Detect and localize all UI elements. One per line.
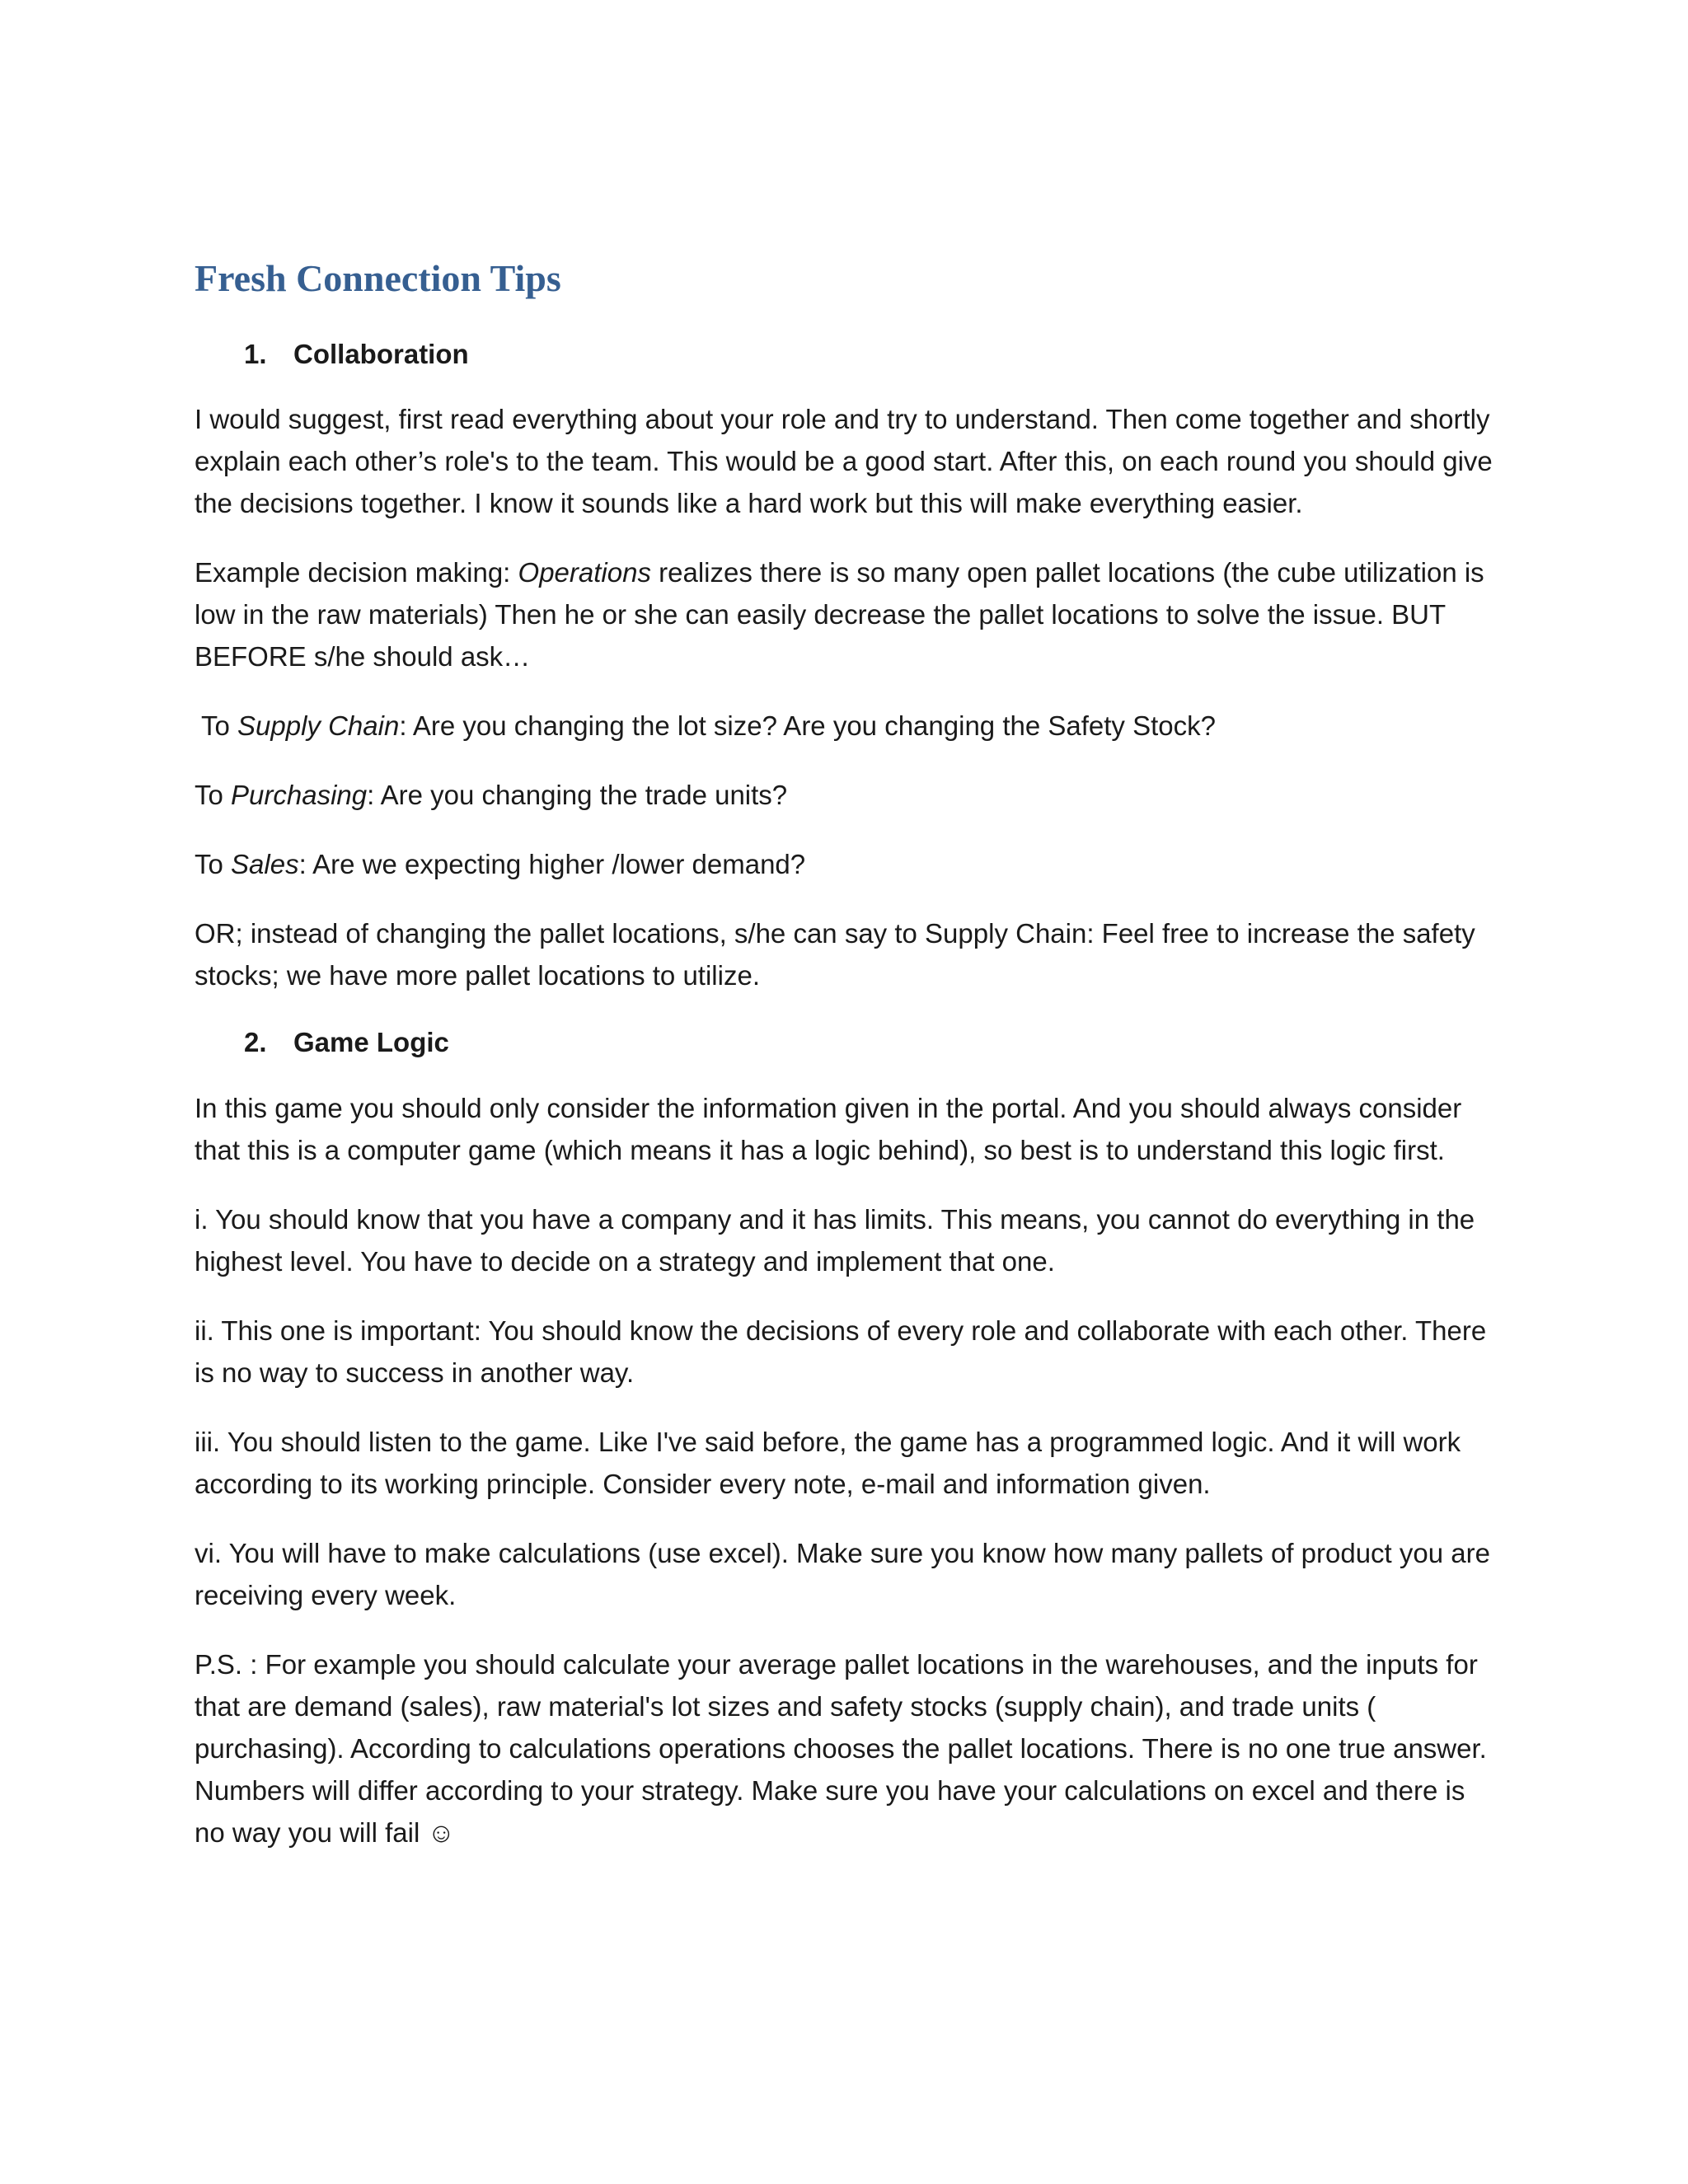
- game-logic-point-vi: vi. You will have to make calculations (use excel). Make sure you know how many pallets of product you are receiving every week.: [195, 1537, 1490, 1610]
- document-page: [195, 255, 1497, 1881]
- section-number: 2.: [244, 1027, 267, 1058]
- role-emphasis: Purchasing: [231, 780, 368, 811]
- question-sales: [195, 843, 1497, 885]
- section-title: Collaboration: [293, 339, 469, 370]
- role-emphasis: Sales: [231, 849, 299, 880]
- example-paragraph: [195, 551, 1497, 677]
- section-heading-game-logic: [195, 1024, 1497, 1062]
- game-logic-point-i: i. You should know that you have a company and it has limits. This means, you cannot do everything in the highest level. You have to decide on a strategy and implement that one.: [195, 1203, 1475, 1277]
- game-logic-point-ii: ii. This one is important: You should know the decisions of every role and collaborate with each other. There is no way to success in another way.: [195, 1315, 1487, 1388]
- section-number: 1.: [244, 339, 267, 370]
- text-run: To: [195, 849, 232, 880]
- section-heading-collaboration: [195, 335, 1497, 373]
- text-run: To: [195, 780, 232, 811]
- text-run: Example decision making:: [195, 557, 518, 588]
- role-emphasis: Operations: [518, 557, 651, 588]
- text-run: : Are you changing the trade units?: [367, 780, 788, 811]
- document-title: Fresh Connection Tips: [195, 257, 561, 299]
- ps-paragraph: P.S. : For example you should calculate your average pallet locations in the warehouses, and the inputs for that are demand (sales), raw material's lot sizes and safety stocks (supply chain), and trade units ( purchasing). According to calculations operations chooses the pallet locations. There is no one true answer. Numbers will differ according to your strategy. Make sure you have your calculations on excel and there is no way you will fail ☺: [195, 1648, 1487, 1848]
- collaboration-paragraph: I would suggest, first read everything about your role and try to understand. Then come together and shortly explain each other’s role's to the team. This would be a good start. After this, on each round you should give the decisions together. I know it sounds like a hard work but this will make everything easier.: [195, 404, 1493, 519]
- section-title: Game Logic: [293, 1027, 449, 1058]
- or-paragraph: OR; instead of changing the pallet locations, s/he can say to Supply Chain: Feel free to increase the safety stocks; we have more pallet locations to utilize.: [195, 918, 1475, 991]
- game-logic-intro: In this game you should only consider the information given in the portal. And you should always consider that this is a computer game (which means it has a logic behind), so best is to understand this logic first.: [195, 1092, 1462, 1165]
- text-run: : Are you changing the lot size? Are you changing the Safety Stock?: [399, 710, 1216, 742]
- text-run: realizes there is so many open pallet locations (the cube utilization is low in the raw materials) Then he or she can easily decrease the pallet locations to solve the issue. BUT BEFORE s/he should ask…: [195, 557, 1484, 673]
- text-run: : Are we expecting higher /lower demand?: [298, 849, 806, 880]
- game-logic-point-iii: iii. You should listen to the game. Like I've said before, the game has a programmed logic. And it will work according to its working principle. Consider every note, e-mail and information given.: [195, 1426, 1461, 1499]
- role-emphasis: Supply Chain: [237, 710, 400, 742]
- question-purchasing: [195, 774, 1497, 816]
- question-supply-chain: [195, 705, 1497, 747]
- text-run: To: [201, 710, 238, 742]
